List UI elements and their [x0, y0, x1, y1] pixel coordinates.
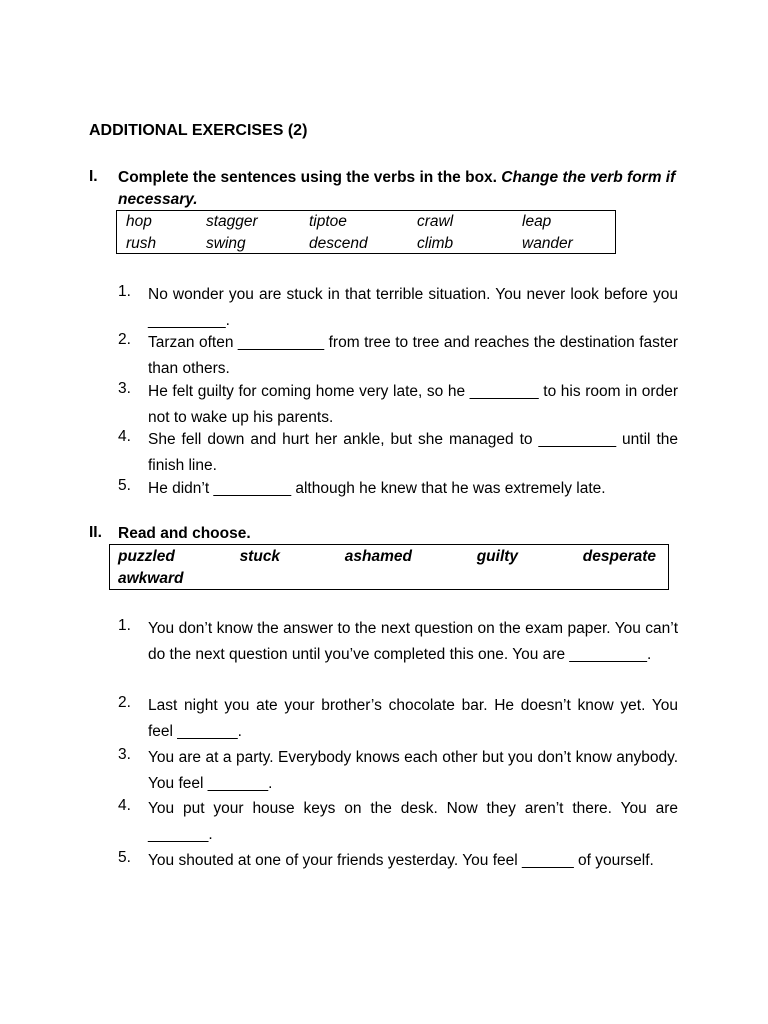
item-text: You shouted at one of your friends yesterday. You feel ______ of yourself. [148, 852, 654, 869]
item-text: Last night you ate your brother’s chocolate bar. He doesn’t know yet. You feel _______. [148, 697, 678, 740]
item-number: 4. [118, 428, 131, 445]
verb-box [116, 210, 616, 254]
verb-word: stagger [206, 213, 258, 230]
item-text: No wonder you are stuck in that terrible situation. You never look before you _________. [148, 286, 678, 329]
verb-word: climb [417, 235, 454, 252]
item-number: 5. [118, 477, 131, 494]
item-number: 2. [118, 694, 131, 711]
item-text: You don’t know the answer to the next question on the exam paper. You can’t do the next question until you’ve completed this one. You are _________. [148, 620, 678, 663]
item-text: He didn’t _________ although he knew that he was extremely late. [148, 480, 606, 497]
verb-word: crawl [417, 213, 454, 230]
item-number: 2. [118, 331, 131, 348]
item-number: 5. [118, 849, 131, 866]
verb-word: hop [126, 213, 152, 230]
adjective-word: guilty [476, 548, 519, 565]
verb-word: descend [309, 235, 368, 252]
verb-word: tiptoe [309, 213, 347, 230]
adjective-word: desperate [582, 548, 656, 565]
adjective-box [109, 544, 669, 590]
section-1-instruction-main: Complete the sentences using the verbs in the box. [118, 169, 497, 186]
verb-word: leap [522, 213, 552, 230]
section-1-number: I. [89, 168, 98, 185]
item-number: 3. [118, 746, 131, 763]
item-text: She fell down and hurt her ankle, but she managed to _________ until the finish line. [148, 431, 678, 474]
adjective-row [118, 548, 656, 566]
item-number: 3. [118, 380, 131, 397]
item-text: Tarzan often __________ from tree to tree and reaches the destination faster than others. [148, 334, 678, 377]
section-1-instruction [118, 167, 678, 211]
adjective-word: ashamed [344, 548, 412, 565]
adjective-word: stuck [239, 548, 281, 565]
adjective-word: awkward [118, 570, 184, 587]
section-2-number: II. [89, 524, 102, 541]
section-2-instruction: Read and choose. [118, 525, 251, 542]
item-number: 1. [118, 283, 131, 300]
item-text: You put your house keys on the desk. Now they aren’t there. You are _______. [148, 800, 678, 843]
item-text: You are at a party. Everybody knows each other but you don’t know anybody. You feel _______. [148, 749, 678, 792]
item-text: He felt guilty for coming home very late, so he ________ to his room in order not to wake up his parents. [148, 383, 678, 426]
section-1-instruction-emphasis: Change the verb form if necessary. [118, 169, 676, 208]
page-title: ADDITIONAL EXERCISES (2) [89, 122, 308, 139]
item-number: 1. [118, 617, 131, 634]
verb-word: swing [206, 235, 246, 252]
verb-word: rush [126, 235, 157, 252]
item-number: 4. [118, 797, 131, 814]
verb-word: wander [522, 235, 573, 252]
adjective-word: puzzled [118, 548, 175, 565]
